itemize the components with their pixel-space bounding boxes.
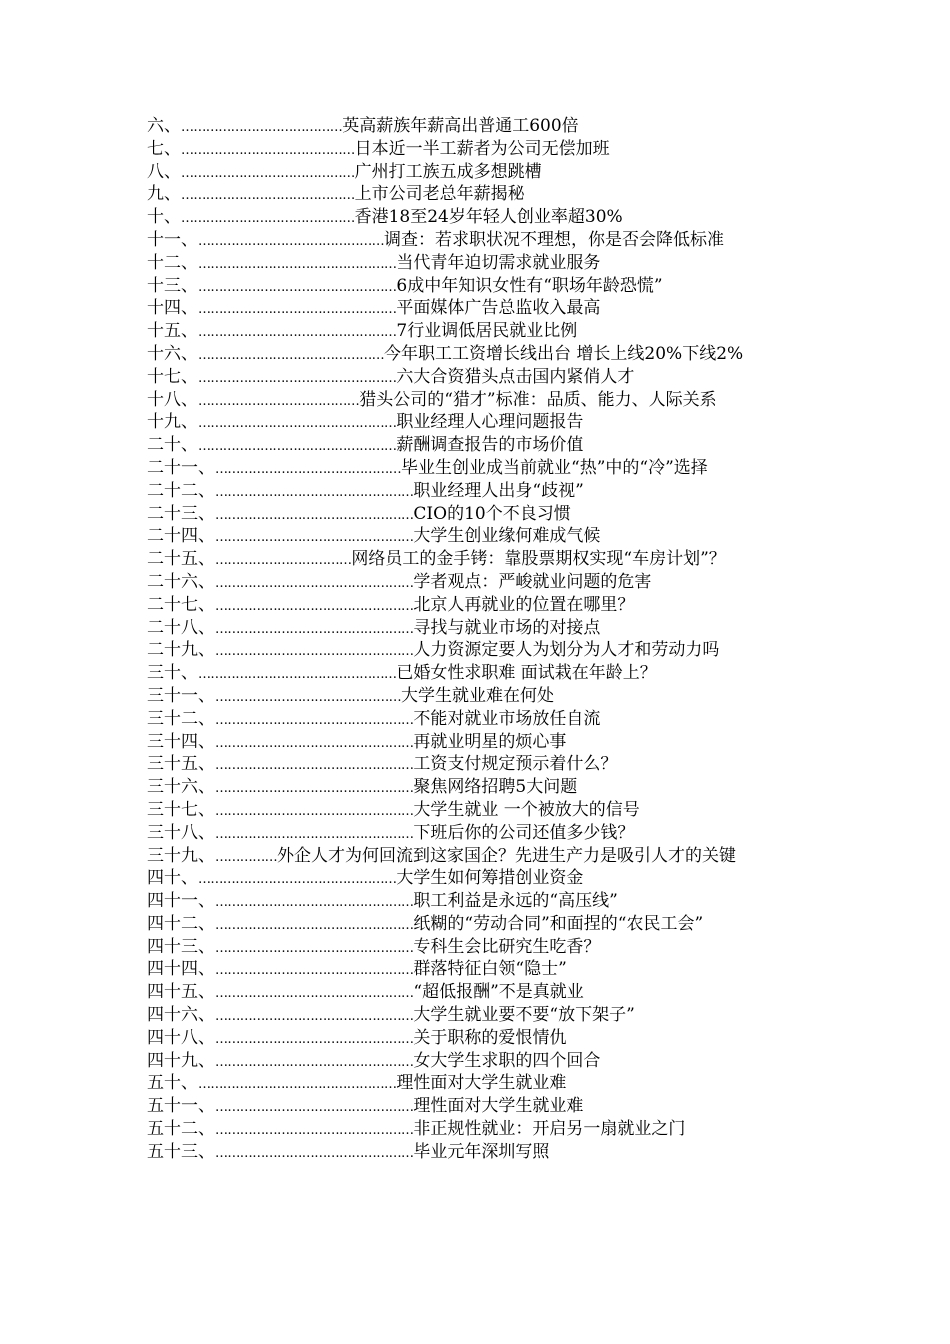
toc-entry[interactable]: [147, 162, 807, 185]
toc-entry[interactable]: [147, 1096, 807, 1119]
toc-entry-title: 毕业生创业成当前就业“热”中的“冷”选择: [401, 457, 708, 478]
toc-entry-title: 理性面对大学生就业难: [413, 1096, 584, 1117]
toc-leader-dots: …………………………………………: [215, 1031, 414, 1047]
toc-entry-title: 猎头公司的“猎才”标准：品质、能力、人际关系: [359, 389, 717, 410]
toc-entry[interactable]: [147, 412, 807, 435]
toc-entry[interactable]: [147, 686, 807, 709]
toc-leader-dots: …………………………………………: [215, 963, 414, 979]
toc-entry-number: 四十、: [147, 868, 198, 889]
toc-entry[interactable]: [147, 572, 807, 595]
toc-entry-number: 三十一、: [147, 685, 215, 706]
toc-entry-title: 下班后你的公司还值多少钱？: [413, 822, 635, 843]
toc-entry-number: 十四、: [147, 298, 198, 319]
toc-entry-title: 英高薪族年薪高出普通工600倍: [342, 116, 579, 136]
toc-entry-title: 外企人才为何回流到这家国企？先进生产力是吸引人才的关键: [277, 845, 737, 866]
toc-entry[interactable]: [147, 777, 807, 800]
toc-leader-dots: …………………………………: [181, 120, 343, 135]
toc-entry-number: 四十三、: [147, 936, 215, 957]
toc-entry-number: 十六、: [147, 343, 198, 364]
toc-entry[interactable]: [147, 1005, 807, 1028]
toc-leader-dots: …………………………………………: [215, 530, 414, 546]
toc-entry-title: 大学生就业难在何处: [401, 685, 555, 706]
toc-entry-number: 二十七、: [147, 594, 215, 615]
toc-entry-title: 工资支付规定预示着什么？: [413, 754, 618, 775]
toc-entry-title: 专科生会比研究生吃香？: [413, 936, 601, 957]
toc-leader-dots: …………………………………………: [215, 1123, 414, 1139]
toc-entry-title: CIO的10个不良习惯: [413, 503, 571, 524]
toc-leader-dots: …………………………………………: [215, 781, 414, 797]
toc-entry-number: 三十七、: [147, 799, 215, 820]
toc-entry-title: 调查：若求职状况不理想，你是否会降低标准: [384, 229, 725, 250]
toc-entry-number: 四十六、: [147, 1005, 215, 1026]
toc-entry[interactable]: [147, 207, 807, 230]
toc-entry[interactable]: [147, 1119, 807, 1142]
toc-entry[interactable]: [147, 1142, 807, 1165]
toc-leader-dots: ……………………………: [215, 553, 352, 569]
toc-entry-number: 五十一、: [147, 1096, 215, 1117]
toc-entry-number: 四十五、: [147, 982, 215, 1003]
toc-leader-dots: …………………………………………: [198, 667, 397, 683]
toc-entry-title: 大学生就业要不要“放下架子”: [413, 1005, 635, 1026]
toc-entry-title: 大学生如何筹措创业资金: [396, 868, 584, 889]
toc-entry[interactable]: [147, 253, 807, 276]
toc-entry[interactable]: [147, 458, 807, 481]
toc-leader-dots: …………………………………………: [215, 484, 414, 500]
toc-leader-dots: ……………………………………: [181, 188, 355, 204]
toc-entry-title: 网络员工的金手铐：靠股票期权实现“车房计划”？: [351, 549, 726, 570]
toc-entry-title: 平面媒体广告总监收入最高: [396, 298, 601, 319]
toc-entry-number: 四十八、: [147, 1027, 215, 1048]
toc-entry-number: 三十、: [147, 663, 198, 684]
toc-entry[interactable]: [147, 800, 807, 823]
toc-entry[interactable]: [147, 1028, 807, 1051]
toc-entry-title: 7行业调低居民就业比例: [396, 321, 578, 342]
toc-leader-dots: …………………………………………: [198, 279, 397, 295]
toc-leader-dots: …………………………………………: [215, 575, 414, 591]
toc-entry-number: 十、: [147, 207, 181, 228]
toc-entry[interactable]: [147, 959, 807, 982]
toc-entry-number: 十一、: [147, 229, 198, 250]
toc-entry-number: 二十三、: [147, 503, 215, 524]
toc-entry-number: 五十二、: [147, 1119, 215, 1140]
toc-entry[interactable]: [147, 618, 807, 641]
toc-entry[interactable]: [147, 504, 807, 527]
toc-entry-title: 职业经理人出身“歧视”: [413, 480, 584, 501]
toc-entry-title: 毕业元年深圳写照: [413, 1141, 550, 1162]
toc-leader-dots: …………………………………………: [215, 895, 414, 911]
toc-leader-dots: …………………………………………: [198, 370, 397, 386]
toc-entry-number: 六、: [147, 116, 181, 136]
toc-entry[interactable]: [147, 709, 807, 732]
toc-entry-number: 二十五、: [147, 549, 215, 570]
toc-leader-dots: …………………………………………: [215, 1145, 414, 1161]
toc-entry-title: 上市公司老总年薪揭秘: [354, 184, 525, 205]
toc-entry[interactable]: [147, 914, 807, 937]
toc-entry[interactable]: [147, 982, 807, 1005]
toc-entry-title: 职工利益是永远的“高压线”: [413, 891, 618, 912]
toc-entry[interactable]: [147, 1051, 807, 1074]
toc-leader-dots: …………………………………: [198, 393, 360, 409]
toc-entry-title: 薪酬调查报告的市场价值: [396, 435, 584, 456]
toc-entry-number: 十三、: [147, 275, 198, 296]
toc-entry-title: 纸糊的“劳动合同”和面捏的“农民工会”: [413, 913, 704, 934]
toc-entry-number: 四十九、: [147, 1050, 215, 1071]
toc-entry-title: 6成中年知识女性有“职场年龄恐慌”: [396, 275, 663, 296]
toc-entry-number: 二十六、: [147, 571, 215, 592]
toc-entry-number: 二十、: [147, 435, 198, 456]
toc-entry[interactable]: [147, 937, 807, 960]
toc-entry[interactable]: [147, 344, 807, 367]
toc-entry[interactable]: [147, 276, 807, 299]
toc-entry-title: 理性面对大学生就业难: [396, 1073, 567, 1094]
toc-entry-number: 二十二、: [147, 480, 215, 501]
toc-entry-number: 八、: [147, 161, 181, 182]
toc-leader-dots: …………………………………………: [215, 1054, 414, 1070]
toc-entry[interactable]: [147, 390, 807, 413]
toc-entry-title: 女大学生求职的四个回合: [413, 1050, 601, 1071]
toc-leader-dots: …………………………………………: [198, 302, 397, 318]
toc-entry-title: 日本近一半工薪者为公司无偿加班: [354, 138, 610, 159]
toc-entry-number: 三十六、: [147, 777, 215, 798]
toc-entry-title: 广州打工族五成多想跳槽: [354, 161, 542, 182]
toc-entry-number: 十七、: [147, 366, 198, 387]
toc-entry-number: 三十九、: [147, 845, 215, 866]
toc-entry[interactable]: [147, 184, 807, 207]
toc-entry-number: 五十、: [147, 1073, 198, 1094]
toc-entry-number: 二十四、: [147, 526, 215, 547]
toc-entry-number: 四十一、: [147, 891, 215, 912]
toc-entry-title: 再就业明星的烦心事: [413, 731, 567, 752]
toc-leader-dots: ………………………………………: [215, 689, 402, 705]
toc-entry[interactable]: [147, 732, 807, 755]
toc-entry-number: 十二、: [147, 252, 198, 273]
toc-entry-number: 三十二、: [147, 708, 215, 729]
toc-entry-title: 不能对就业市场放任自流: [413, 708, 601, 729]
toc-entry-number: 二十一、: [147, 457, 215, 478]
toc-entry-title: 学者观点：严峻就业问题的危害: [413, 571, 652, 592]
toc-leader-dots: ………………………………………: [198, 233, 385, 249]
toc-entry-title: 已婚女性求职难 面试栽在年龄上？: [396, 663, 657, 684]
toc-entry-title: 大学生就业 一个被放大的信号: [413, 799, 640, 820]
toc-entry-number: 十八、: [147, 389, 198, 410]
toc-entry-number: 十九、: [147, 412, 198, 433]
toc-entry-number: 三十五、: [147, 754, 215, 775]
toc-leader-dots: …………………………………………: [215, 826, 414, 842]
toc-leader-dots: …………………………………………: [198, 872, 397, 888]
toc-entry-title: 群落特征白领“隐士”: [413, 959, 567, 980]
toc-entry-title: 关于职称的爱恨情仇: [413, 1027, 567, 1048]
toc-entry-number: 二十八、: [147, 617, 215, 638]
toc-entry-number: 五十三、: [147, 1141, 215, 1162]
toc-leader-dots: …………………………………………: [215, 758, 414, 774]
toc-leader-dots: ……………………………………: [181, 142, 355, 158]
toc-entry-title: 香港18至24岁年轻人创业率超30%: [354, 207, 623, 228]
toc-entry-number: 九、: [147, 184, 181, 205]
toc-entry-title: 寻找与就业市场的对接点: [413, 617, 601, 638]
toc-leader-dots: ……………………………………: [181, 211, 355, 227]
toc-entry[interactable]: [147, 663, 807, 686]
toc-entry[interactable]: [147, 891, 807, 914]
toc-entry[interactable]: [147, 435, 807, 458]
toc-leader-dots: …………………………………………: [215, 621, 414, 637]
toc-entry[interactable]: [147, 321, 807, 344]
toc-entry-number: 四十二、: [147, 913, 215, 934]
toc-entry[interactable]: [147, 549, 807, 572]
toc-leader-dots: ……………………………………: [181, 165, 355, 181]
toc-leader-dots: …………………………………………: [215, 507, 414, 523]
toc-entry-title: 非正规性就业：开启另一扇就业之门: [413, 1119, 686, 1140]
toc-entry-title: 职业经理人心理问题报告: [396, 412, 584, 433]
toc-leader-dots: …………………………………………: [198, 325, 397, 341]
toc-entry[interactable]: [147, 823, 807, 846]
toc-leader-dots: ……………: [215, 849, 278, 865]
toc-leader-dots: …………………………………………: [215, 917, 414, 933]
toc-leader-dots: …………………………………………: [215, 1100, 414, 1116]
toc-entry[interactable]: [147, 481, 807, 504]
toc-entry[interactable]: [147, 1073, 807, 1096]
toc-leader-dots: …………………………………………: [198, 256, 397, 272]
toc-entry-number: 三十四、: [147, 731, 215, 752]
toc-entry-title: 人力资源定要人为划分为人才和劳动力吗: [413, 640, 720, 661]
toc-leader-dots: …………………………………………: [198, 416, 397, 432]
toc-entry[interactable]: [147, 595, 807, 618]
toc-leader-dots: …………………………………………: [215, 644, 414, 660]
toc-leader-dots: …………………………………………: [215, 598, 414, 614]
toc-entry[interactable]: [147, 868, 807, 891]
toc-entry-title: 当代青年迫切需求就业服务: [396, 252, 601, 273]
toc-entry[interactable]: [147, 640, 807, 663]
toc-entry-title: 聚焦网络招聘5大问题: [413, 777, 578, 798]
toc-entry[interactable]: [147, 754, 807, 777]
toc-leader-dots: …………………………………………: [198, 439, 397, 455]
toc-entry-title: “超低报酬”不是真就业: [413, 982, 584, 1003]
toc-entry-number: 二十九、: [147, 640, 215, 661]
toc-entry-title: 六大合资猎头点击国内紧俏人才: [396, 366, 635, 387]
toc-leader-dots: …………………………………………: [215, 735, 414, 751]
toc-entry[interactable]: [147, 298, 807, 321]
toc-leader-dots: …………………………………………: [198, 1077, 397, 1093]
toc-entry-title: 北京人再就业的位置在哪里？: [413, 594, 635, 615]
toc-leader-dots: …………………………………………: [215, 1009, 414, 1025]
toc-entry[interactable]: [147, 526, 807, 549]
toc-entry[interactable]: [147, 139, 807, 162]
toc-entry-number: 三十八、: [147, 822, 215, 843]
toc-leader-dots: ………………………………………: [215, 461, 402, 477]
toc-leader-dots: …………………………………………: [215, 986, 414, 1002]
toc-entry-number: 四十四、: [147, 959, 215, 980]
toc-leader-dots: …………………………………………: [215, 712, 414, 728]
toc-entry[interactable]: [147, 230, 807, 253]
toc-entry[interactable]: [147, 846, 807, 869]
toc-entry-title: 今年职工工资增长线出台 增长上线20%下线2%: [384, 343, 744, 364]
toc-leader-dots: ………………………………………: [198, 347, 385, 363]
toc-leader-dots: …………………………………………: [215, 803, 414, 819]
toc-entry-title: 大学生创业缘何难成气候: [413, 526, 601, 547]
toc-entry-number: 七、: [147, 138, 181, 159]
toc-entry[interactable]: [147, 367, 807, 390]
toc-entry[interactable]: [147, 116, 807, 139]
toc-leader-dots: …………………………………………: [215, 940, 414, 956]
toc-entry-number: 十五、: [147, 321, 198, 342]
table-of-contents: [147, 116, 807, 1165]
